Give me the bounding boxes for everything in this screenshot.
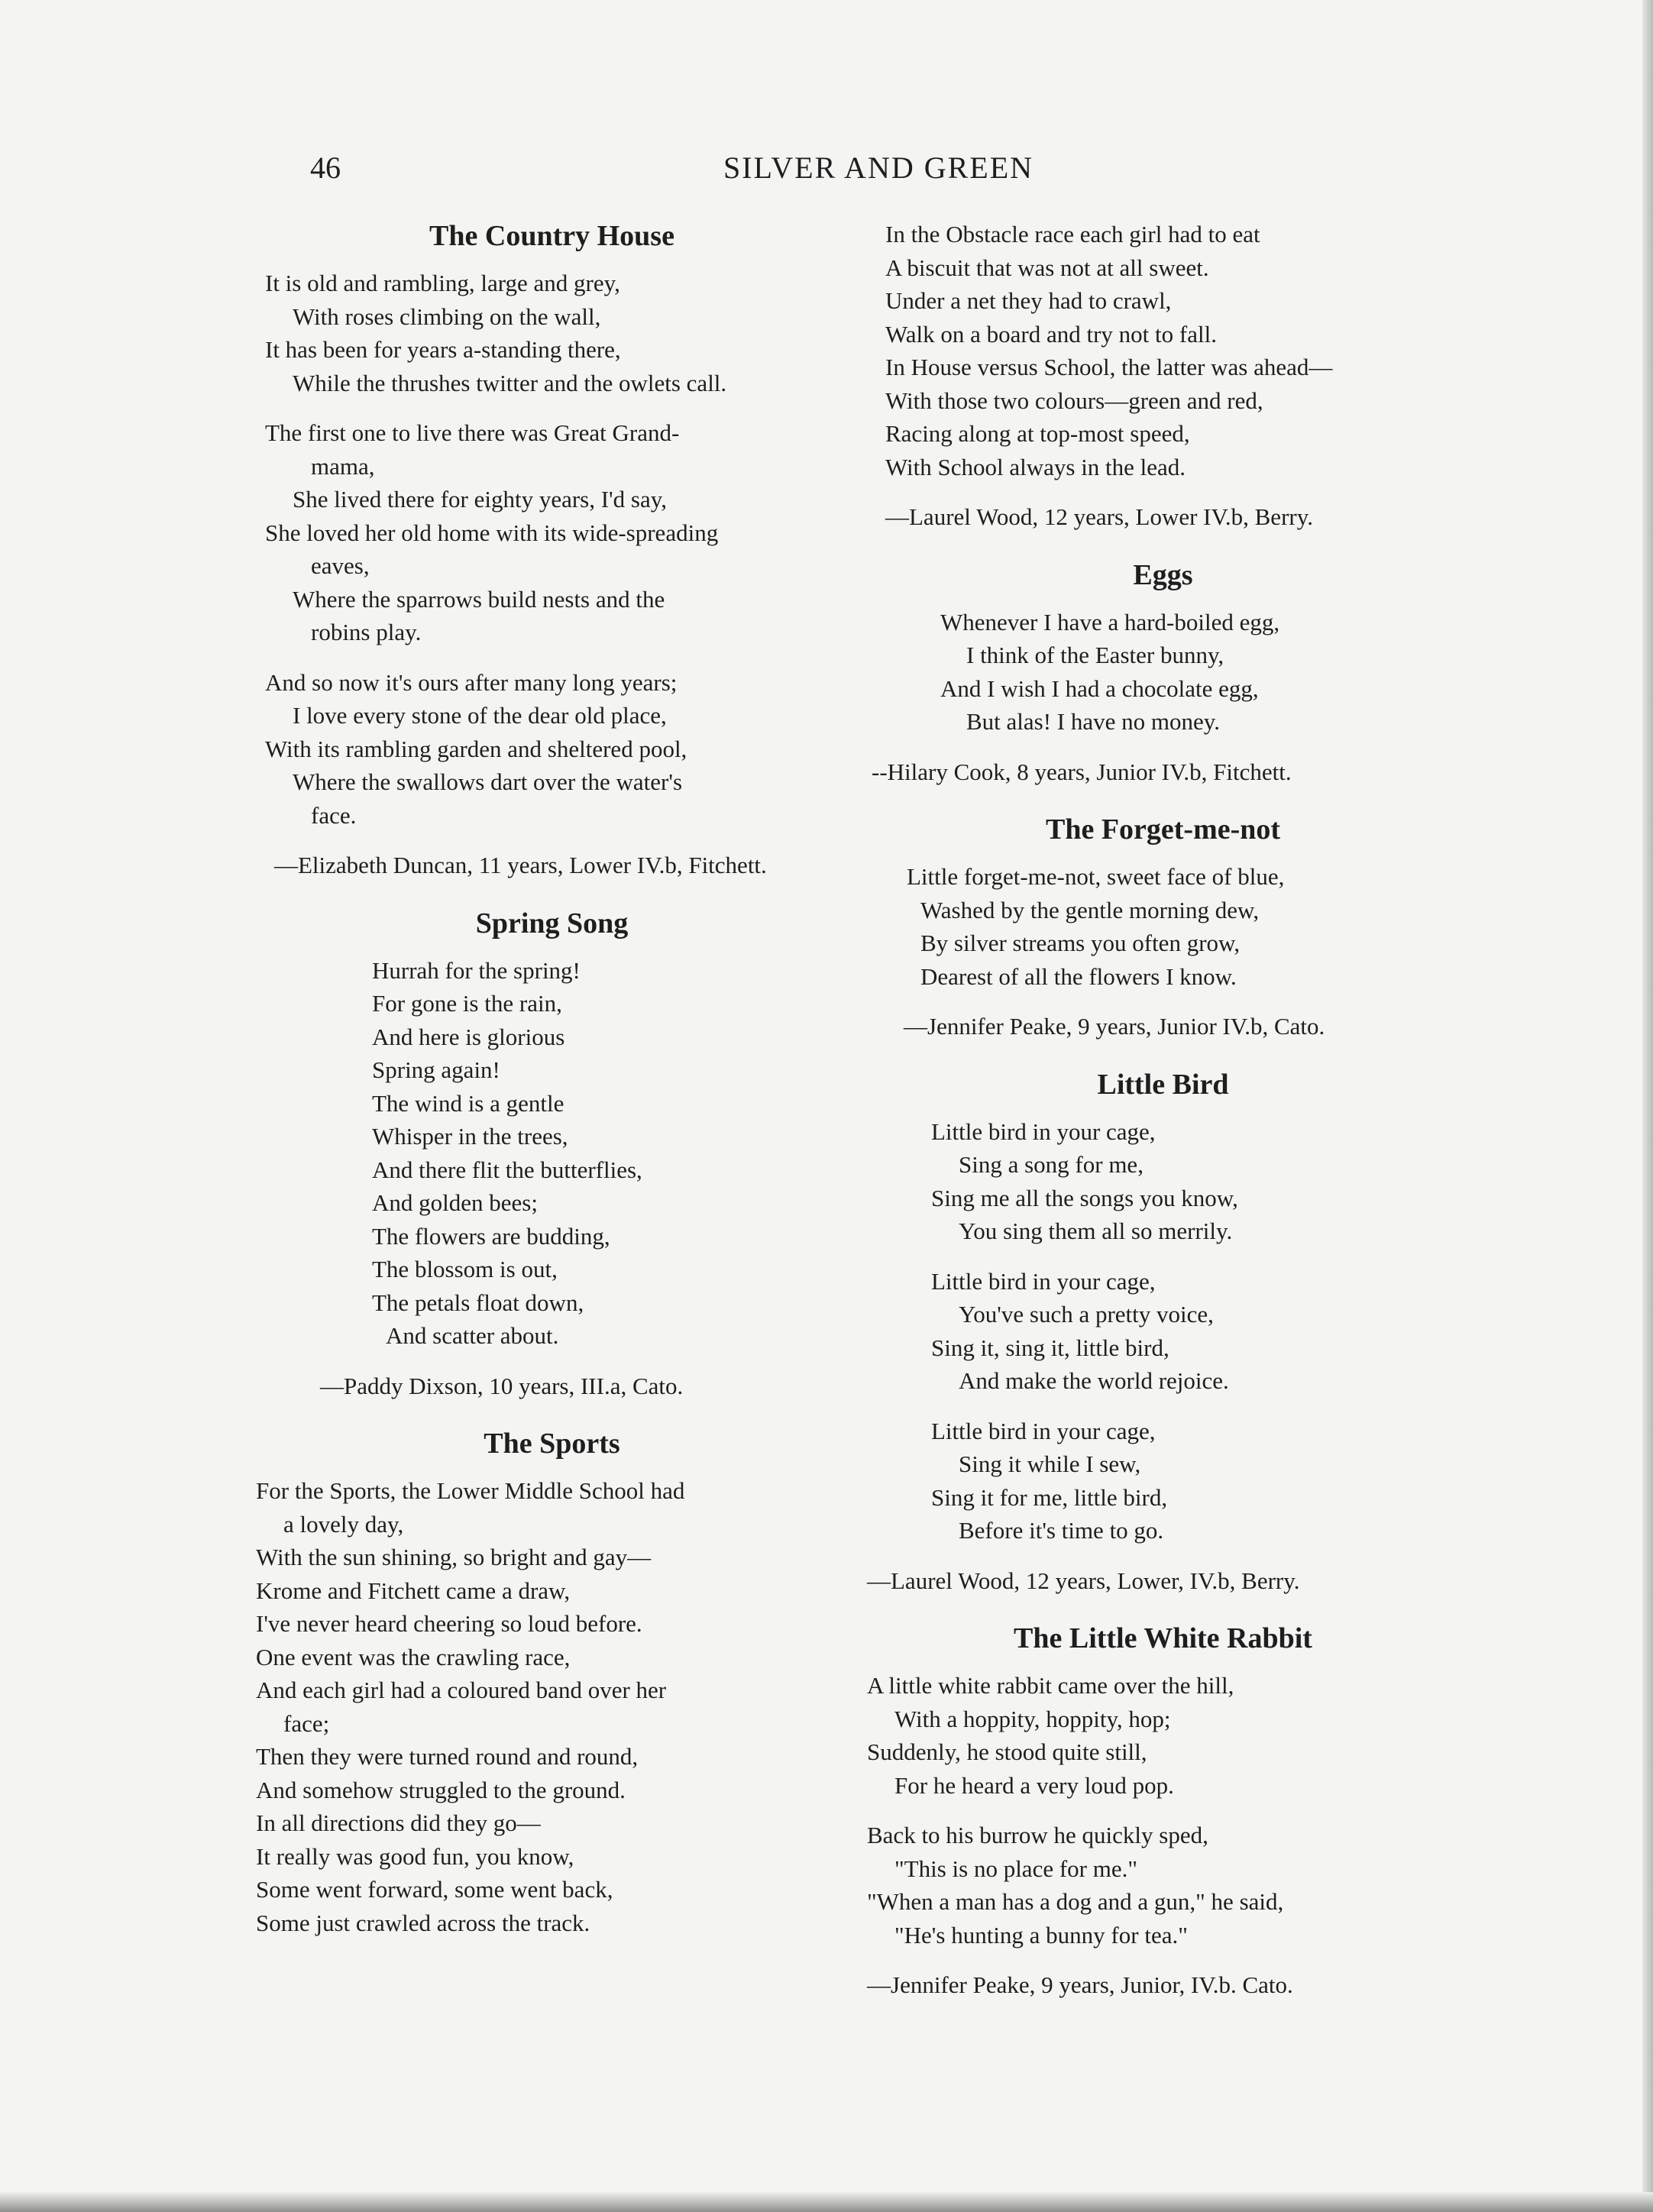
poem-line: And I wish I had a chocolate egg, xyxy=(940,674,1259,702)
poem-line: With those two colours—green and red, xyxy=(885,386,1263,414)
poem-line: The first one to live there was Great Grand- xyxy=(265,419,680,446)
poem xyxy=(256,218,848,882)
poem-line: Sing it, sing it, little bird, xyxy=(931,1334,1169,1361)
poem-line: With a hoppity, hoppity, hop; xyxy=(894,1705,1171,1732)
poem-title: The Little White Rabbit xyxy=(1014,1622,1312,1654)
poem-line: face. xyxy=(311,801,357,829)
poem-line: It is old and rambling, large and grey, xyxy=(265,270,620,296)
poem-line: Little bird in your cage, xyxy=(931,1417,1156,1444)
poem-line: Sing it while I sew, xyxy=(959,1450,1141,1477)
poem-line: Whenever I have a hard-boiled egg, xyxy=(940,608,1280,635)
poem-line: Back to his burrow he quickly sped, xyxy=(867,1822,1208,1848)
poem-line: One event was the crawling race, xyxy=(256,1643,571,1670)
poem-title: Eggs xyxy=(1133,558,1193,591)
left-column xyxy=(256,218,848,1979)
poem xyxy=(256,905,848,1403)
poem-line: In the Obstacle race each girl had to eat xyxy=(885,221,1260,247)
poem-stanza xyxy=(867,1415,1459,1547)
poem xyxy=(867,1066,1459,1598)
poem-line: Krome and Fitchett came a draw, xyxy=(256,1577,571,1604)
poem-stanza xyxy=(256,954,848,1353)
page-header xyxy=(0,150,1653,196)
poem-line: By silver streams you often grow, xyxy=(920,930,1241,956)
poem-line: With the sun shining, so bright and gay— xyxy=(256,1544,652,1570)
poem-stanza xyxy=(867,1669,1459,1802)
poem-line: But alas! I have no money. xyxy=(966,708,1221,735)
poem xyxy=(256,1425,848,1939)
poem-line: And each girl had a coloured band over her xyxy=(256,1677,667,1703)
poem-line: Where the swallows dart over the water's xyxy=(293,768,683,795)
poem-stanza xyxy=(256,1474,848,1939)
poem-stanza xyxy=(256,666,848,833)
poem-line: You sing them all so merrily. xyxy=(959,1218,1233,1244)
poem-line: I've never heard cheering so loud before. xyxy=(256,1610,642,1637)
poem-line: Then they were turned round and round, xyxy=(256,1743,639,1770)
poem-line: It really was good fun, you know, xyxy=(256,1842,574,1870)
poem-line: Hurrah for the spring! xyxy=(372,956,581,984)
poem-line: For gone is the rain, xyxy=(372,990,562,1017)
poem-line: In House versus School, the latter was ahead— xyxy=(885,354,1333,380)
poem-line: Some went forward, some went back, xyxy=(256,1876,613,1903)
poem xyxy=(867,557,1459,789)
poem-stanza xyxy=(256,267,848,399)
poem-line: Walk on a board and try not to fall. xyxy=(885,320,1217,348)
poem-line: Before it's time to go. xyxy=(959,1517,1164,1544)
poem-line: The flowers are budding, xyxy=(372,1222,610,1250)
poem-line: The blossom is out, xyxy=(372,1256,558,1282)
poem-stanza xyxy=(867,606,1459,739)
poem-line: And here is glorious xyxy=(372,1023,565,1050)
poem-line: Where the sparrows build nests and the xyxy=(293,585,665,613)
poem-line: Sing a song for me, xyxy=(959,1151,1144,1178)
poem-line: "When a man has a dog and a gun," he said, xyxy=(867,1888,1284,1915)
poem-title: Little Bird xyxy=(1097,1068,1229,1101)
poem-line: You've such a pretty voice, xyxy=(959,1301,1214,1328)
poem-title: The Sports xyxy=(484,1428,620,1460)
poem-line: robins play. xyxy=(311,619,422,645)
poem-author: —Elizabeth Duncan, 11 years, Lower IV.b, Fitchett. xyxy=(274,852,767,878)
poem-stanza xyxy=(867,1115,1459,1248)
poem-line: Spring again! xyxy=(372,1056,500,1083)
poem-line: eaves, xyxy=(311,552,370,579)
poem-line: In all directions did they go— xyxy=(256,1809,541,1836)
poem-stanza xyxy=(867,218,1459,483)
poem-line: "This is no place for me." xyxy=(894,1855,1138,1882)
poem-author: --Hilary Cook, 8 years, Junior IV.b, Fitchett. xyxy=(872,758,1292,785)
poem-line: With roses climbing on the wall, xyxy=(293,302,601,330)
poem-line: Whisper in the trees, xyxy=(372,1123,568,1150)
poem-stanza xyxy=(867,1265,1459,1398)
poem-line: With School always in the lead. xyxy=(885,453,1186,480)
poem-line: She lived there for eighty years, I'd say, xyxy=(293,486,667,513)
page-edge xyxy=(1642,0,1653,2212)
poem-line: Racing along at top-most speed, xyxy=(885,420,1190,447)
poem-line: The petals float down, xyxy=(372,1289,584,1316)
poem-line: I love every stone of the dear old place, xyxy=(293,702,667,729)
poem-line: And so now it's ours after many long years; xyxy=(265,668,678,696)
poem-line: And scatter about. xyxy=(386,1322,559,1349)
poem-stanza xyxy=(867,1819,1459,1952)
poem-title: The Country House xyxy=(429,220,674,252)
poem-line: face; xyxy=(283,1709,330,1737)
page-bottom-edge xyxy=(0,2192,1653,2212)
poem-line: Washed by the gentle morning dew, xyxy=(920,896,1260,923)
poem-line: And golden bees; xyxy=(372,1189,538,1216)
poem-line: a lovely day, xyxy=(283,1510,404,1538)
poem-line: She loved her old home with its wide-spreading xyxy=(265,519,719,546)
poem-author: —Laurel Wood, 12 years, Lower, IV.b, Berry. xyxy=(867,1567,1300,1594)
poem-line: Suddenly, he stood quite still, xyxy=(867,1738,1147,1765)
poem-line: And make the world rejoice. xyxy=(959,1367,1229,1394)
poem-line: It has been for years a-standing there, xyxy=(265,336,621,363)
poem-line: Under a net they had to crawl, xyxy=(885,287,1172,314)
poem-line: For he heard a very loud pop. xyxy=(894,1771,1174,1799)
poem-line: Sing me all the songs you know, xyxy=(931,1184,1238,1211)
poem-stanza xyxy=(867,860,1459,993)
poem-author: —Laurel Wood, 12 years, Lower IV.b, Berry. xyxy=(885,503,1313,530)
poem-line: While the thrushes twitter and the owlets call. xyxy=(293,369,727,396)
poem-line: And there flit the butterflies, xyxy=(372,1156,642,1183)
poem-author: —Jennifer Peake, 9 years, Junior IV.b, Cato. xyxy=(904,1013,1325,1040)
poem-line: For the Sports, the Lower Middle School had xyxy=(256,1477,685,1504)
poem-line: Little forget-me-not, sweet face of blue, xyxy=(907,863,1285,890)
right-column xyxy=(867,218,1459,2025)
poem-line: "He's hunting a bunny for tea." xyxy=(894,1921,1188,1948)
poem-title: The Forget-me-not xyxy=(1045,813,1281,846)
poem-title: Spring Song xyxy=(475,907,629,939)
poem-line: mama, xyxy=(311,452,375,480)
running-title: SILVER AND GREEN xyxy=(723,150,1034,185)
poem xyxy=(867,218,1459,534)
poem-line: And somehow struggled to the ground. xyxy=(256,1776,626,1803)
poem-line: A little white rabbit came over the hill, xyxy=(867,1672,1234,1699)
poem-line: Some just crawled across the track. xyxy=(256,1909,590,1936)
poem-line: Dearest of all the flowers I know. xyxy=(920,962,1237,990)
poem-author: —Jennifer Peake, 9 years, Junior, IV.b. Cato. xyxy=(867,1971,1293,1998)
poem-line: Little bird in your cage, xyxy=(931,1117,1156,1145)
poem-line: Little bird in your cage, xyxy=(931,1267,1156,1295)
poem-line: The wind is a gentle xyxy=(372,1089,564,1117)
poem-stanza xyxy=(256,416,848,649)
poem-line: Sing it for me, little bird, xyxy=(931,1483,1168,1511)
poem xyxy=(867,1620,1459,2002)
poem-line: I think of the Easter bunny, xyxy=(966,642,1224,668)
page-number: 46 xyxy=(310,150,341,185)
poem-author: —Paddy Dixson, 10 years, III.a, Cato. xyxy=(320,1372,684,1399)
poem-line: A biscuit that was not at all sweet. xyxy=(885,254,1209,281)
poem xyxy=(867,811,1459,1043)
poem-line: With its rambling garden and sheltered pool, xyxy=(265,735,687,762)
